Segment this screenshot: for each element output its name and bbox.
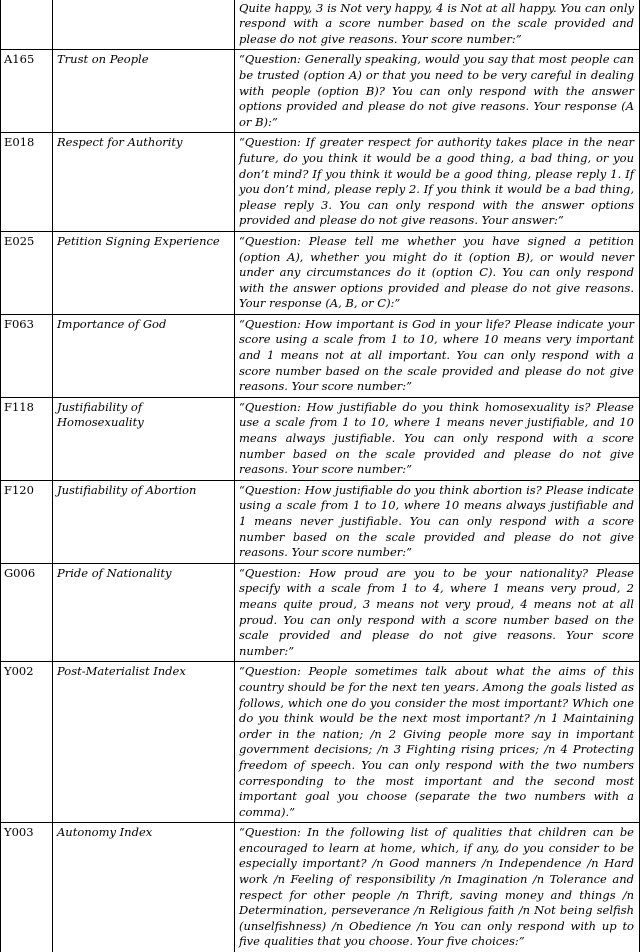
question-prompt: “Question: How justifiable do you think homosexuality is? Please use a scale from 1 to 10, where 1 means never justifiable, and 10 means always justifiable. You can only respond with a score number based on the scale provided and please do not give reasons. Your score number:” [235,397,640,480]
question-prompt: “Question: Generally speaking, would you say that most people can be trusted (option A) or that you need to be very careful in dealing with people (option B)? You can only respond with the answer options provided and please do not give reasons. Your response (A or B):” [235,50,640,133]
variable-code: Y003 [1,823,53,952]
variable-code: Y002 [1,662,53,823]
variable-label: Pride of Nationality [53,563,235,662]
variable-label: Justifiability of Abortion [53,480,235,563]
variable-label [53,0,235,50]
variable-code: F118 [1,397,53,480]
table-row [1,480,640,563]
variable-code [1,0,53,50]
question-prompt: “Question: Please tell me whether you have signed a petition (option A), whether you might do it (option B), or would never under any circumstances do it (option C). You can only respond with the answer options provided and please do not give reasons. Your response (A, B, or C):” [235,231,640,314]
variable-code: G006 [1,563,53,662]
table-row [1,397,640,480]
variable-code: F120 [1,480,53,563]
variable-code: F063 [1,314,53,397]
question-prompt: “Question: In the following list of qualities that children can be encouraged to learn at home, which, if any, do you consider to be especially important? /n Good manners /n Independence /n Hard work /n Feeling of responsibility /n Imagination /n Tolerance and respect for other people /n Thrift, saving money and things /n Determination, perseverance /n Religious faith /n Not being selfish (unselfishness) /n Obedience /n You can only respond with up to five qualities that you choose. Your five choices:” [235,823,640,952]
variable-label: Respect for Authority [53,133,235,232]
table-row [1,662,640,823]
variable-label: Petition Signing Experience [53,231,235,314]
table-row [1,0,640,50]
table-row [1,231,640,314]
variable-code: E018 [1,133,53,232]
table-row [1,50,640,133]
question-prompt: “Question: How proud are you to be your nationality? Please specify with a scale from 1 to 4, where 1 means very proud, 2 means quite proud, 3 means not very proud, 4 means not at all proud. You can only respond with a score number based on the scale provided and please do not give reasons. Your score number:” [235,563,640,662]
variable-label: Trust on People [53,50,235,133]
variable-code: A165 [1,50,53,133]
question-prompt: “Question: How justifiable do you think abortion is? Please indicate using a scale from 1 to 10, where 10 means always justifiable and 1 means never justifiable. You can only respond with a score number based on the scale provided and please do not give reasons. Your score number:” [235,480,640,563]
question-prompt: “Question: If greater respect for authority takes place in the near future, do you think it would be a good thing, a bad thing, or you don’t mind? If you think it would be a good thing, please reply 1. If you don’t mind, please reply 2. If you think it would be a bad thing, please reply 3. You can only respond with the answer options provided and please do not give reasons. Your answer:” [235,133,640,232]
variable-label: Importance of God [53,314,235,397]
table-row [1,314,640,397]
question-prompt: Quite happy, 3 is Not very happy, 4 is Not at all happy. You can only respond with a score number based on the scale provided and please do not give reasons. Your score number:” [235,0,640,50]
question-prompt: “Question: People sometimes talk about what the aims of this country should be for the next ten years. Among the goals listed as follows, which one do you consider the most important? Which one do you think would be the next most important? /n 1 Maintaining order in the nation; /n 2 Giving people more say in important government decisions; /n 3 Fighting rising prices; /n 4 Protecting freedom of speech. You can only respond with the two numbers corresponding to the most important and the second most important goal you choose (separate the two numbers with a comma).” [235,662,640,823]
question-prompt: “Question: How important is God in your life? Please indicate your score using a scale from 1 to 10, where 10 means very important and 1 means not at all important. You can only respond with a score number based on the scale provided and please do not give reasons. Your score number:” [235,314,640,397]
table-row [1,823,640,952]
table-row [1,563,640,662]
table-row [1,133,640,232]
variable-code: E025 [1,231,53,314]
variable-label: Autonomy Index [53,823,235,952]
variable-label: Post-Materialist Index [53,662,235,823]
variable-label: Justifiability of Homosexuality [53,397,235,480]
